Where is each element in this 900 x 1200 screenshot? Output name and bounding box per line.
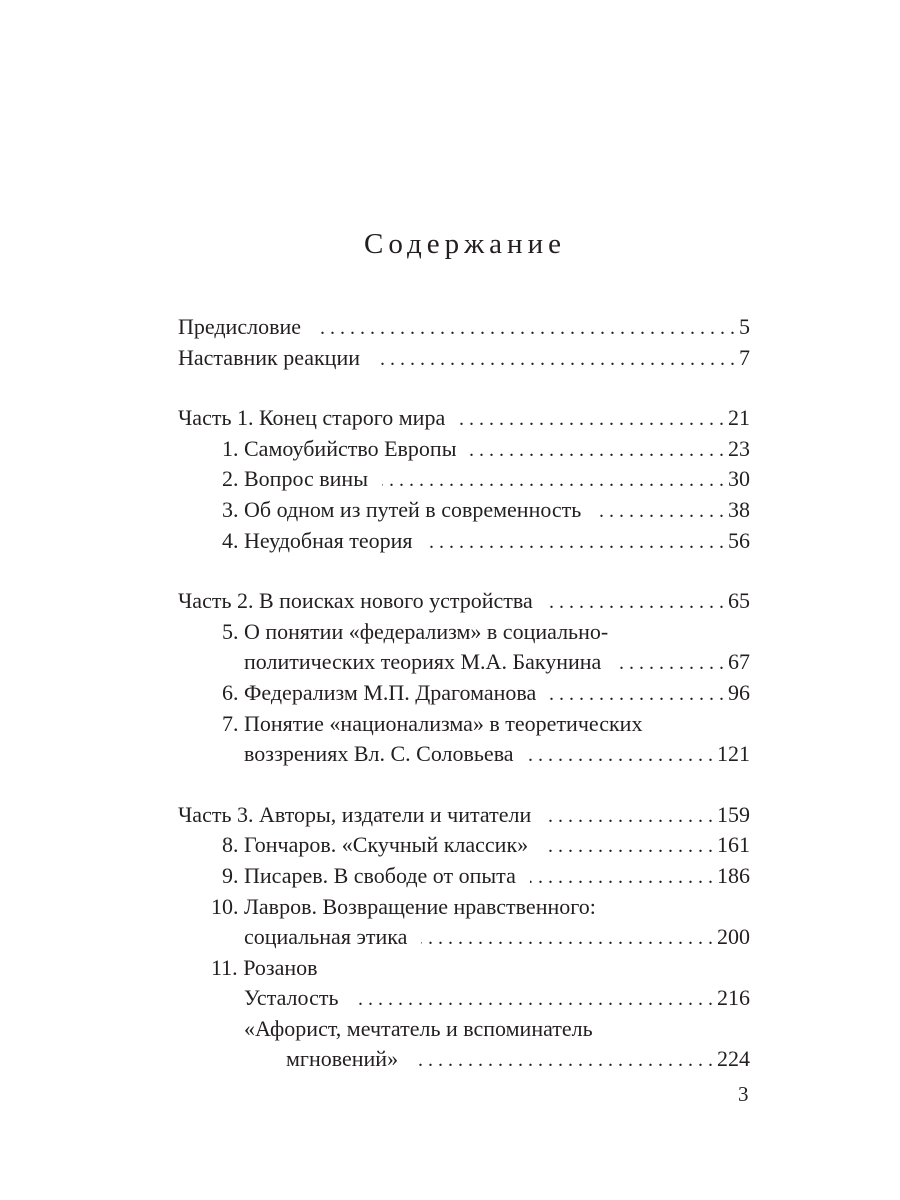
- part-title: Часть 1. Конец старого мира: [178, 405, 446, 431]
- dot-leader: [542, 831, 713, 862]
- toc-chapter-entry-line2: [178, 922, 750, 953]
- toc-subentry: [178, 983, 750, 1014]
- dot-leader: [615, 648, 724, 679]
- toc-chapter-entry: [178, 434, 750, 465]
- chapter-title: Лавров. Возвращение нравственного:: [244, 893, 596, 919]
- entry-title: [222, 709, 642, 740]
- chapter-number: 2.: [222, 466, 239, 492]
- chapter-number: 5.: [222, 618, 239, 644]
- chapter-number: 4.: [222, 527, 239, 553]
- toc-chapter-entry: [178, 495, 750, 526]
- toc-chapter-entry-line2: [178, 739, 750, 770]
- dot-leader: [595, 496, 724, 527]
- part-title: Часть 2. В поисках нового устройства: [178, 588, 533, 614]
- toc-chapter-entry-line2: [178, 647, 750, 678]
- chapter-number: 7.: [222, 710, 239, 736]
- toc-part-entry: [178, 403, 750, 434]
- folio-page-number: 3: [738, 1082, 749, 1106]
- chapter-number: 8.: [222, 832, 239, 858]
- table-of-contents: [178, 312, 750, 1075]
- dot-leader: [459, 404, 724, 435]
- dot-leader: [470, 435, 724, 466]
- toc-part-entry: [178, 586, 750, 617]
- dot-leader: [427, 527, 724, 558]
- chapter-title: Самоубийство Европы: [244, 435, 457, 461]
- entry-title: [222, 830, 528, 861]
- entry-title: Наставник реакции: [178, 344, 360, 370]
- page-number: 38: [728, 496, 750, 522]
- toc-chapter-entry: [178, 464, 750, 495]
- page-number: 30: [728, 466, 750, 492]
- toc-chapter-entry-line1: [178, 892, 750, 923]
- toc-chapter-entry-line1: [178, 617, 750, 648]
- subentry-title: «Афорист, мечтатель и вспоминатель: [244, 1015, 593, 1041]
- entry-title: Предисловие: [178, 314, 301, 339]
- page-number: 7: [739, 344, 750, 370]
- entry-title-continued: социальная этика: [244, 924, 408, 950]
- chapter-title: Вопрос вины: [244, 466, 368, 492]
- page-number: 67: [728, 649, 750, 675]
- dot-leader: [315, 313, 735, 344]
- entry-title: [222, 617, 608, 648]
- dot-leader: [550, 679, 724, 710]
- chapter-number: 9.: [222, 862, 239, 888]
- chapter-number: 6.: [222, 679, 239, 705]
- toc-subentry-line2: [178, 1044, 750, 1075]
- entry-title: [222, 434, 456, 465]
- chapter-title: Гончаров. «Скучный классик»: [244, 832, 529, 858]
- toc-chapter-entry: [178, 861, 750, 892]
- entry-title: [222, 464, 368, 495]
- page-number: 186: [717, 862, 750, 888]
- subentry-title: Усталость: [244, 985, 339, 1011]
- page-number: 5: [739, 314, 750, 339]
- entry-title-continued: политических теориях М.А. Бакунина: [244, 649, 602, 675]
- toc-subentry-line1: [178, 1014, 750, 1045]
- entry-title: [222, 495, 581, 526]
- toc-chapter-entry: [178, 953, 750, 984]
- chapter-title: Писарев. В свободе от опыта: [244, 862, 516, 888]
- chapter-number: 11.: [211, 954, 238, 980]
- page-title: Содержание: [364, 228, 566, 260]
- page-number: 216: [717, 985, 750, 1011]
- chapter-number: 10.: [211, 893, 239, 919]
- toc-chapter-entry-line1: [178, 709, 750, 740]
- page-number: 21: [728, 405, 750, 431]
- part-title: Часть 3. Авторы, издатели и читатели: [178, 801, 532, 827]
- entry-title: [222, 861, 516, 892]
- chapter-title: Неудобная теория: [244, 527, 413, 553]
- page-number: 224: [717, 1046, 750, 1072]
- chapter-title: Об одном из путей в современность: [244, 496, 582, 522]
- dot-leader: [421, 923, 713, 954]
- dot-leader: [528, 740, 713, 771]
- entry-title: [222, 678, 536, 709]
- chapter-title: Федерализм М.П. Драгоманова: [244, 679, 537, 705]
- subentry-title-continued: мгновений»: [286, 1046, 399, 1072]
- entry-title-continued: воззрениях Вл. С. Соловьева: [244, 741, 514, 767]
- page-number: 159: [717, 801, 750, 827]
- dot-leader: [412, 1045, 713, 1076]
- entry-title: [222, 526, 413, 557]
- page-number: 23: [728, 435, 750, 461]
- chapter-number: 3.: [222, 496, 239, 522]
- toc-entry: [178, 312, 750, 343]
- chapter-title: Розанов: [243, 954, 318, 980]
- chapter-number: 1.: [222, 435, 239, 461]
- toc-chapter-entry: [178, 678, 750, 709]
- dot-leader: [530, 862, 713, 893]
- dot-leader: [545, 801, 713, 832]
- page-number: 200: [717, 924, 750, 950]
- toc-chapter-entry: [178, 526, 750, 557]
- page-number: 121: [717, 741, 750, 767]
- dot-leader: [374, 344, 735, 375]
- toc-chapter-entry: [178, 830, 750, 861]
- toc-part-entry: [178, 800, 750, 831]
- entry-title: [211, 953, 318, 984]
- page-number: 65: [728, 588, 750, 614]
- chapter-title: О понятии «федерализм» в социально-: [244, 618, 609, 644]
- dot-leader: [547, 587, 724, 618]
- dot-leader: [352, 984, 713, 1015]
- entry-title: [211, 892, 596, 923]
- page-number: 161: [717, 832, 750, 858]
- page-number: 96: [728, 679, 750, 705]
- page-number: 56: [728, 527, 750, 553]
- toc-entry: [178, 343, 750, 374]
- dot-leader: [382, 465, 724, 496]
- chapter-title: Понятие «национализма» в теоретических: [244, 710, 643, 736]
